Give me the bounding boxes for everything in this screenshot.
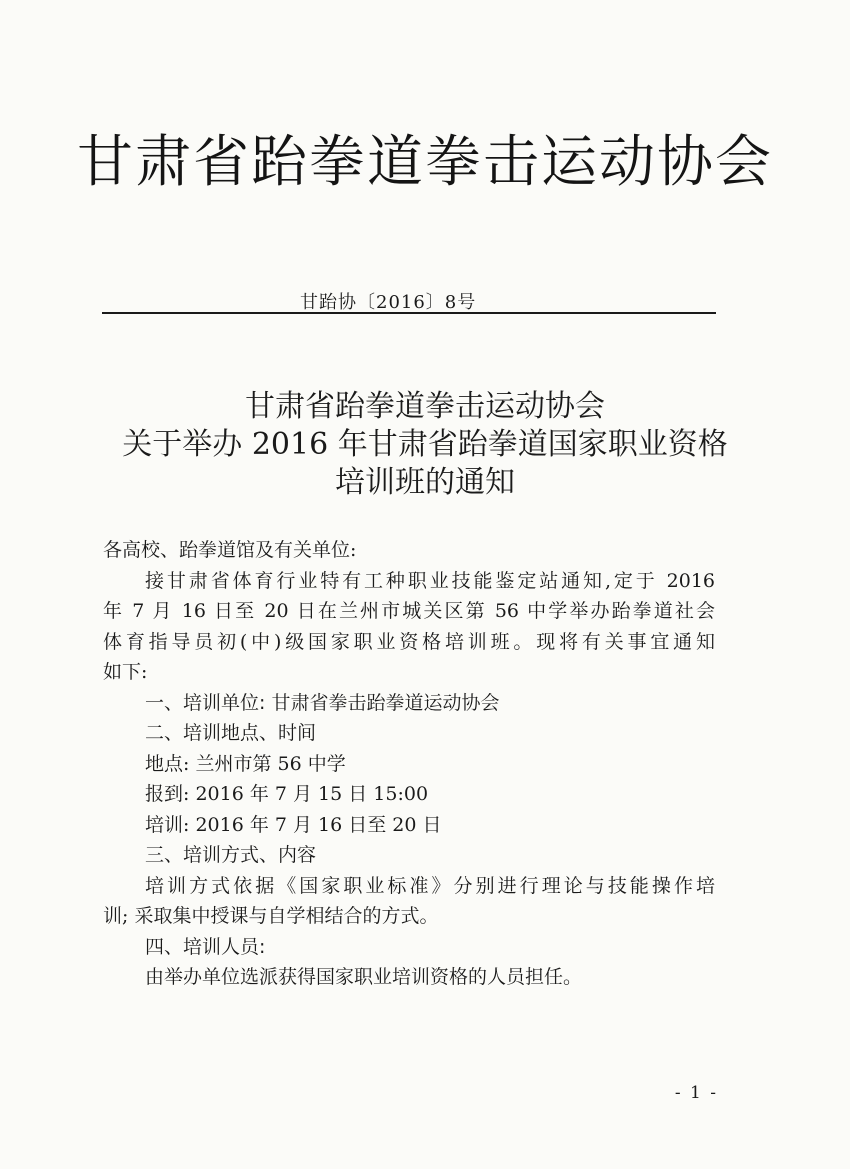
document-title	[40, 388, 810, 502]
organization-header: 甘肃省跆拳道拳击运动协会	[77, 130, 773, 195]
title-line-1: 甘肃省跆拳道拳击运动协会	[245, 389, 605, 424]
method-line-2: 训; 采取集中授课与自学相结合的方式。	[103, 905, 439, 927]
training-time: 培训: 2016 年 7 月 16 日至 20 日	[145, 813, 442, 836]
section-3-heading: 三、培训方式、内容	[145, 844, 317, 866]
training-location: 地点: 兰州市第 56 中学	[145, 752, 346, 775]
section-1-heading: 一、培训单位: 甘肃省拳击跆拳道运动协会	[145, 691, 500, 714]
title-line-3: 培训班的通知	[335, 465, 515, 500]
document-number: 甘跆协〔2016〕8号	[300, 292, 477, 313]
title-line-2: 关于举办 2016 年甘肃省跆拳道国家职业资格	[122, 427, 728, 462]
intro-line-4: 如下:	[103, 661, 148, 683]
registration-time: 报到: 2016 年 7 月 15 日 15:00	[145, 783, 429, 805]
training-staff: 由举办单位选派获得国家职业培训资格的人员担任。	[145, 966, 583, 988]
header-divider	[102, 312, 716, 314]
intro-line-1: 接甘肃省体育行业特有工种职业技能鉴定站通知,定于 2016	[145, 569, 715, 592]
salutation: 各高校、跆拳道馆及有关单位:	[103, 539, 357, 561]
section-2-heading: 二、培训地点、时间	[145, 722, 317, 744]
page-number: - 1 -	[674, 1083, 718, 1103]
section-4-heading: 四、培训人员:	[145, 935, 266, 958]
intro-line-2: 年 7 月 16 日至 20 日在兰州市城关区第 56 中学举办跆拳道社会	[103, 600, 715, 622]
method-line-1: 培训方式依据《国家职业标准》分别进行理论与技能操作培	[145, 874, 715, 897]
intro-line-3: 体育指导员初(中)级国家职业资格培训班。现将有关事宜通知	[103, 630, 715, 653]
document-body	[103, 535, 715, 993]
